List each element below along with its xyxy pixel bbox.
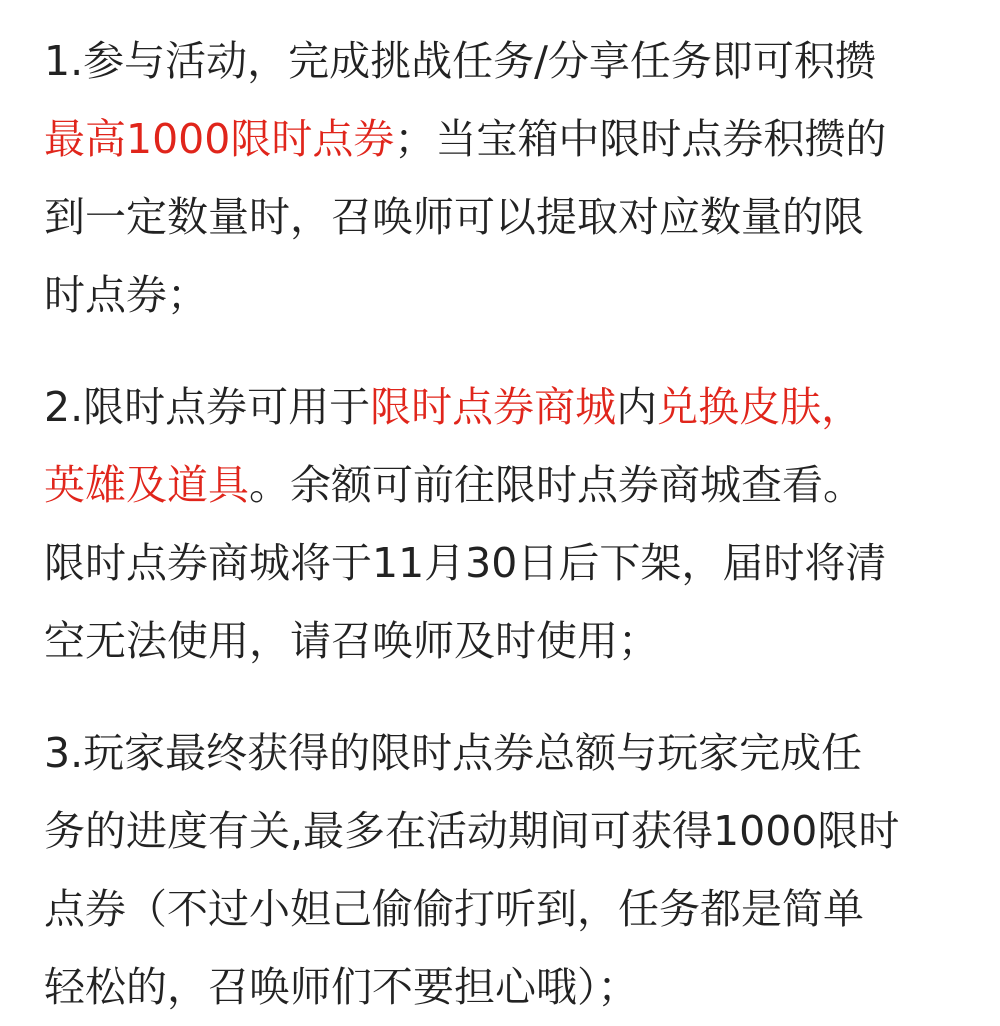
text-line [44,256,974,334]
text-segment: 时点券； [44,271,208,319]
text-segment: 务的进度有关,最多在活动期间可获得1000限时 [44,807,900,855]
text-line [44,524,974,602]
text-segment: 到一定数量时，召唤师可以提取对应数量的限 [44,193,864,241]
text-line [44,178,974,256]
text-segment: 。余额可前往限时点券商城查看。 [249,461,864,509]
rules-text [44,22,974,1026]
text-line [44,714,974,792]
rule-paragraph-3 [44,714,974,1026]
rule-paragraph-2 [44,368,974,680]
highlighted-text: 兑换皮肤， [657,383,863,431]
text-segment: 限时点券商城将于11月30日后下架，届时将清 [44,539,887,587]
highlighted-text: 限时点券商城 [370,383,617,431]
text-line [44,446,974,524]
text-line [44,100,974,178]
text-segment: 轻松的，召唤师们不要担心哦）； [44,963,639,1011]
highlighted-text: 最高1000限时点券 [44,115,395,163]
highlighted-text: 英雄及道具 [44,461,249,509]
text-line [44,948,974,1026]
text-segment: 1.参与活动，完成挑战任务/分享任务即可积攒 [44,37,876,85]
text-line [44,602,974,680]
text-line [44,22,974,100]
text-line [44,792,974,870]
text-segment: 2.限时点券可用于 [44,383,371,431]
text-line [44,368,974,446]
text-segment: 空无法使用，请召唤师及时使用； [44,617,659,665]
text-segment: 3.玩家最终获得的限时点券总额与玩家完成任 [44,729,863,777]
text-segment: 内 [616,383,658,431]
text-segment: 点券（不过小妲己偷偷打听到，任务都是简单 [44,885,864,933]
text-segment: ；当宝箱中限时点券积攒的 [394,115,887,163]
text-line [44,870,974,948]
rule-paragraph-1 [44,22,974,334]
